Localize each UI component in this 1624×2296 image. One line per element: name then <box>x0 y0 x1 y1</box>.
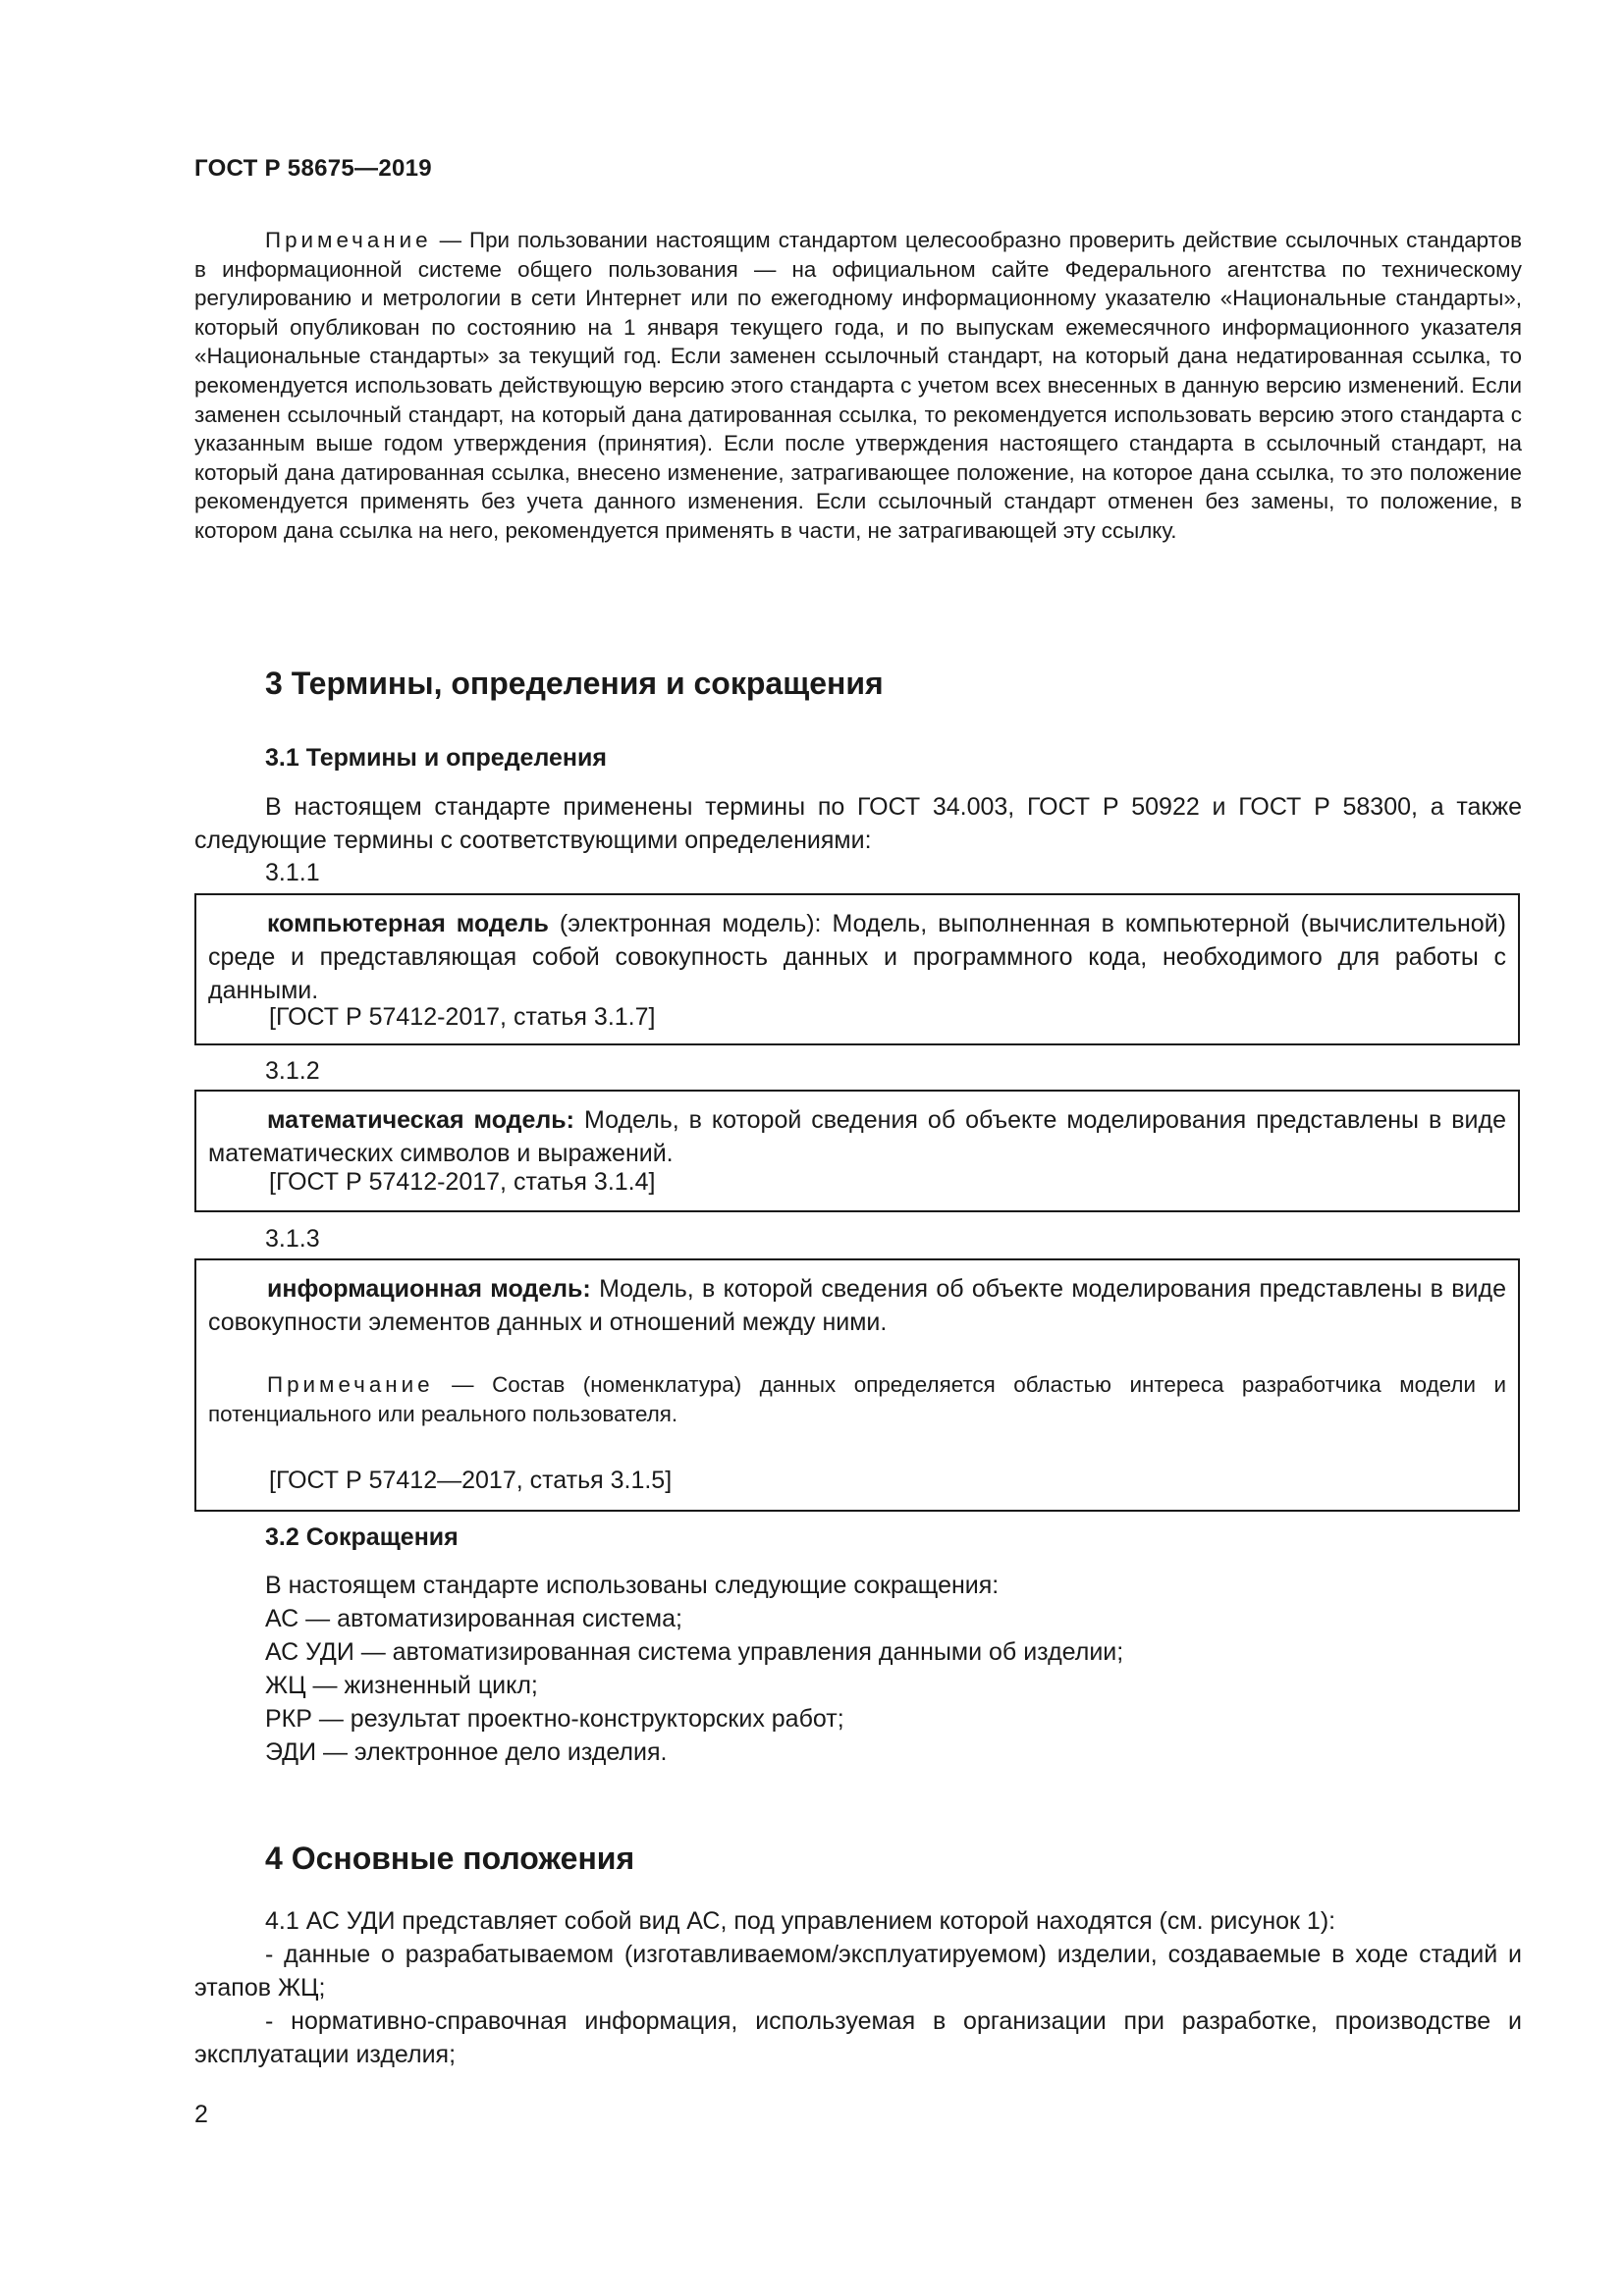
note-label: Примечание <box>265 228 432 252</box>
term-number-3-1-3: 3.1.3 <box>265 1225 320 1253</box>
note-text: — При пользовании настоящим стандартом целесообразно проверить действие ссылочных стандартов в информационной системе общего пользования — на официальном сайте Федерального агентства по техническому регулированию и метрологии в сети Интернет или по ежегодному информационному указателю «Национальные стандарты», который опубликован по состоянию на 1 января текущего года, и по выпускам ежемесячного информационного указателя «Национальные стандарты» за текущий год. Если заменен ссылочный стандарт, на который дана недатированная ссылка, то рекомендуется использовать действующую версию этого стандарта с учетом всех внесенных в данную версию изменений. Если заменен ссылочный стандарт, на который дана датированная ссылка, то рекомендуется использовать версию этого стандарта с указанным выше годом утверждения (принятия). Если после утверждения настоящего стандарта в ссылочный стандарт, на который дана датированная ссылка, внесено изменение, затрагивающее положение, на которое дана ссылка, то это положение рекомендуется применять без учета данного изменения. Если ссылочный стандарт отменен без замены, то положение, в котором дана ссылка на него, рекомендуется применять в части, не затрагивающей эту ссылку. <box>194 228 1522 543</box>
abbr-intro: В настоящем стандарте использованы следующие сокращения: <box>265 1572 1000 1599</box>
term-box-info-model <box>194 1258 1520 1512</box>
reference-note <box>194 226 1522 546</box>
term-note: Примечание — Состав (номенклатура) данных определяется областью интереса разработчика модели и потенциального или реального пользователя. <box>208 1372 1506 1426</box>
term-number-3-1-1: 3.1.1 <box>265 859 320 886</box>
abbr-item: ЭДИ — электронное дело изделия. <box>265 1738 668 1766</box>
term-source: [ГОСТ Р 57412-2017, статья 3.1.4] <box>269 1168 656 1196</box>
abbr-item: АС УДИ — автоматизированная система управления данными об изделии; <box>265 1638 1124 1666</box>
term-name: компьютерная модель <box>267 910 549 937</box>
section-4-para-2: - данные о разрабатываемом (изготавливаемом/эксплуатируемом) изделии, создаваемые в ходе стадий и этапов ЖЦ; <box>194 1941 1522 2002</box>
section-4-para-3: - нормативно-справочная информация, используемая в организации при разработке, производстве и эксплуатации изделия; <box>194 2007 1522 2068</box>
subsection-3-2-title: 3.2 Сокращения <box>265 1523 459 1551</box>
abbr-item: АС — автоматизированная система; <box>265 1605 682 1632</box>
term-source: [ГОСТ Р 57412-2017, статья 3.1.7] <box>269 1003 656 1031</box>
term-definition: компьютерная модель (электронная модель): Модель, выполненная в компьютерной (вычислительной) среде и представляющая собой совокупность данных и программного кода, необходимого для работы с данными. <box>208 910 1506 1004</box>
abbr-item: ЖЦ — жизненный цикл; <box>265 1672 538 1699</box>
section-4-title: 4 Основные положения <box>265 1841 635 1876</box>
page-header-doc-code: ГОСТ Р 58675—2019 <box>194 155 432 182</box>
section-4-para-1: 4.1 АС УДИ представляет собой вид АС, под управлением которой находятся (см. рисунок 1): <box>265 1907 1336 1935</box>
term-box-math-model <box>194 1090 1520 1212</box>
abbr-item: РКР — результат проектно-конструкторских работ; <box>265 1705 844 1733</box>
term-name: информационная модель: <box>267 1275 591 1303</box>
page-number: 2 <box>194 2101 208 2128</box>
term-definition: информационная модель: Модель, в которой сведения об объекте моделирования представлены в виде совокупности элементов данных и отношений между ними. <box>208 1275 1506 1336</box>
subsection-3-1-title: 3.1 Термины и определения <box>265 744 607 772</box>
term-box-computer-model <box>194 893 1520 1045</box>
term-number-3-1-2: 3.1.2 <box>265 1057 320 1085</box>
term-name: математическая модель: <box>267 1106 574 1134</box>
term-source: [ГОСТ Р 57412—2017, статья 3.1.5] <box>269 1467 673 1494</box>
term-note-label: Примечание <box>267 1372 434 1397</box>
term-definition: математическая модель: Модель, в которой сведения об объекте моделирования представлены в виде математических символов и выражений. <box>208 1106 1506 1167</box>
section-3-title: 3 Термины, определения и сокращения <box>265 666 884 701</box>
terms-intro: В настоящем стандарте применены термины по ГОСТ 34.003, ГОСТ Р 50922 и ГОСТ Р 58300, а также следующие термины с соответствующими определениями: <box>194 793 1522 854</box>
